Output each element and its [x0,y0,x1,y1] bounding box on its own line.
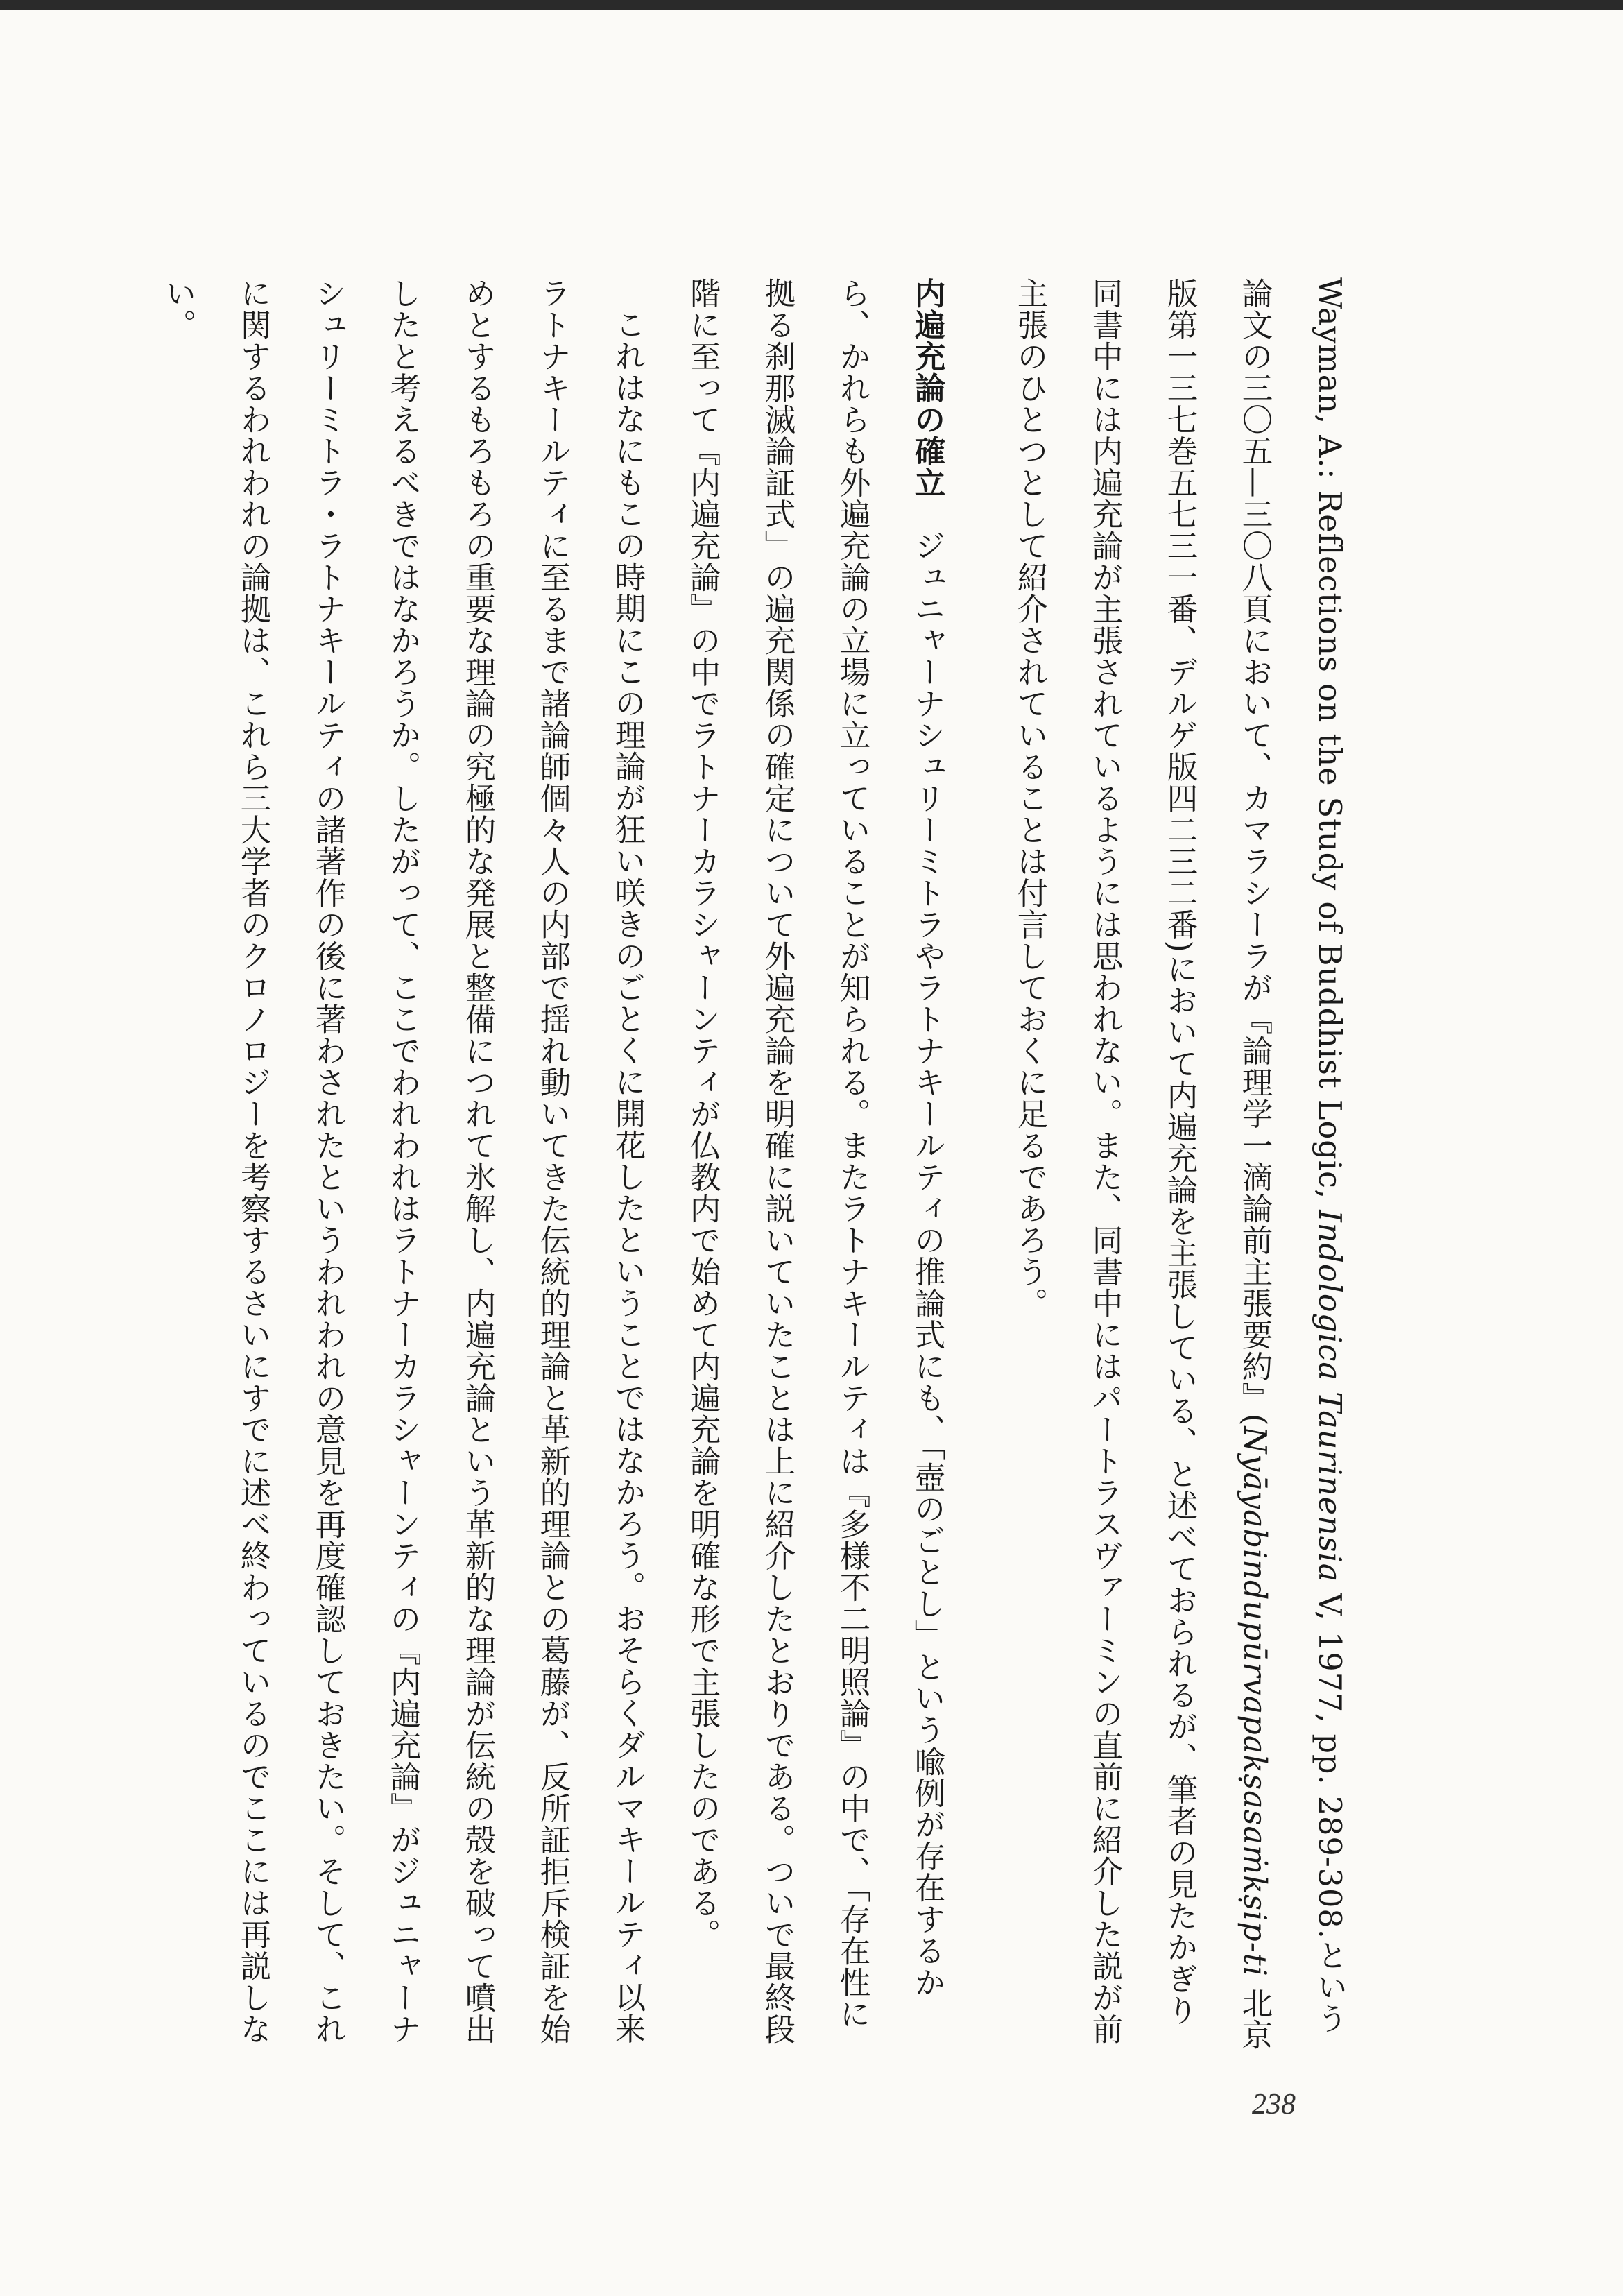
vertical-text-block [160,277,1366,2053]
section-1-body: ジュニャーナシュリーミトラやラトナキールティの推論式にも、「壺のごとし」という喩例が存在するから、かれらも外遍充論の立場に立っていることが知られる。またラトナキールティは『多様不二明照論』の中で、「存在性に拠る刹那滅論証式」の遍充関係の確定について外遍充論を明確に説いていたことは上に紹介したとおりである。ついで最終段階に至って『内遍充論』の中でラトナーカラシャーンティが仏教内で始めて内遍充論を明確な形で主張したのである。 [685,277,945,2045]
section-2-body: これはなにもこの時期にこの理論が狂い咲きのごとくに開花したということではなかろう。おそらくダルマキールティ以来ラトナキールティに至るまで諸論師個々人の内部で揺れ動いてきた伝統的理論と革新的理論との葛藤が、反所証拒斥検証を始めとするもろもろの重要な理論の究極的な発展と整備につれて氷解し、内遍充論という革新的な理論が伝統の殻を破って噴出したと考えるべきではなかろうか。したがって、ここでわれわれはラトナーカラシャーンティの『内遍充論』がジュニャーナシュリーミトラ・ラトナキールティの諸著作の後に著わされたというわれわれの意見を再度確認しておきたい。そして、これに関するわれわれの論拠は、これら三大学者のクロノロジーを考察するさいにすでに述べ終わっているのでここには再説しない。 [160,277,645,2045]
footnote-line2: という論文の三〇五—三〇八頁において、カマラシーラが『論理学一滴論前主張要約』( [1237,277,1347,2034]
footnote-line3-tail: 北京版第一三七巻五七三一番、デルゲ版四二三二番)において内遍充論を主張している、と述べておられるが、筆者の [1162,277,1272,2051]
footnote-sanskrit-title: Nyāyabindupūrvapakṣasaṁkṣip- [1237,1426,1272,1953]
footnote-line1: Wayman, A.: Reflections on the Study of Buddhist Logic, [1312,277,1347,1210]
footnote-journal: Indologica Taurinensia [1312,1210,1347,1583]
section-1-paragraph [664,277,964,2053]
footnote-sanskrit-title-end: ti [1237,1953,1272,1977]
footnote-line1-tail: V, 1977, pp. 289-308. [1312,1582,1347,1939]
footnote-line5: 前に紹介した説が前主張のひとつとして紹介されていることは付言しておくに足るであろう。 [1012,277,1122,2045]
section-heading: 内遍充論の確立 [909,277,945,499]
top-border [0,0,1623,10]
footnote-line4: 見たかぎり同書中には内遍充論が主張されているようには思われない。また、同書中にはパートラスヴァーミンの直 [1087,277,1197,2026]
page-number: 238 [1252,2089,1296,2121]
section-2-paragraph [140,277,664,2053]
footnote [992,277,1366,2053]
